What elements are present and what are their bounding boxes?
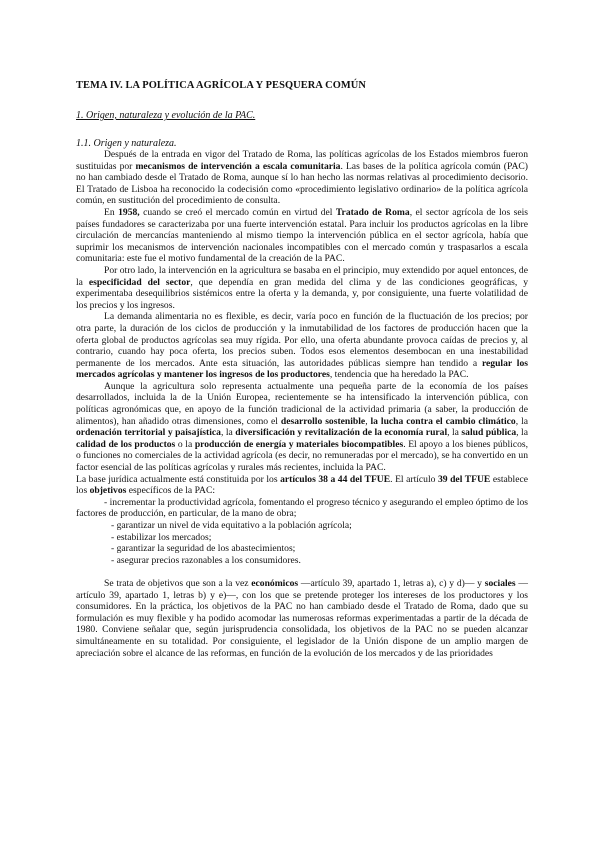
emphasis: Tratado de Roma xyxy=(335,206,410,218)
emphasis: la lucha contra el cambio climático xyxy=(370,415,516,427)
emphasis: económicos xyxy=(251,577,299,589)
emphasis: ordenación territorial y paisajística xyxy=(76,427,221,439)
emphasis: salud pública xyxy=(461,427,517,439)
emphasis: sociales xyxy=(484,577,516,589)
paragraph-4: La demanda alimentaria no es flexible, es decir, varía poco en función de la fluctuación de los precios; por otra parte, la duración de los ciclos de producción y la inmutabilidad de los factores de producción hacen que la oferta global de productos agrícolas sea muy rígida. Por ello, una oferta abundante provoca caídas de precios y, al contrario, cuando hay poca oferta, los precios suben. Todos esos elementos desembocan en una inestabilidad permanente de los mercados. Ante esta situación, las autoridades públicas siempre han tendido a regular los mercados agrícolas y mantener los ingresos de los productores, tendencia que ha heredado la PAC. xyxy=(76,311,528,381)
paragraph-5: Aunque la agricultura solo representa actualmente una pequeña parte de la economía de los países desarrollados, incluida la de la Unión Europea, recientemente se ha intensificado la intervención pública, con políticas agronómicas que, en apoyo de la función tradicional de la actividad primaria (a saber, la producción de alimentos), han añadido otras dimensiones, como el desarrollo sostenible, la lucha contra el cambio climático, la ordenación territorial y paisajística, la diversificación y revitalización de la economía rural, la salud pública, la calidad de los productos o la producción de energía y materiales biocompatibles. El apoyo a los bienes públicos, o funciones no comerciales de la actividad agrícola (es decir, no remuneradas por el mercado), se ha convertido en un factor esencial de las políticas agrícolas y rurales más recientes, incluida la PAC. xyxy=(76,380,529,474)
emphasis: calidad de los productos xyxy=(76,438,176,450)
emphasis: objetivos xyxy=(89,485,127,497)
subsection-heading: 1.1. Origen y naturaleza. xyxy=(76,138,177,149)
emphasis: producción de energía y materiales biocompatibles xyxy=(194,438,404,450)
list-item: - garantizar un nivel de vida equitativo a la población agrícola; xyxy=(111,520,352,531)
paragraph-2: En 1958, cuando se creó el mercado común en virtud del Tratado de Roma, el sector agrícola de los seis países fundadores se caracterizaba por una fuerte intervención estatal. Para incluir los productos agrícolas en la libre circulación de mercancías manteniendo al mismo tiempo la intervención pública en el sector agrícola, había que suprimir los mecanismos de intervención nacionales incompatibles con el mercado común y traspasarlos a escala comunitaria: este fue el motivo fundamental de la creación de la PAC. xyxy=(76,206,529,265)
list-item: - garantizar la seguridad de los abastecimientos; xyxy=(111,543,296,555)
objectives-list xyxy=(76,520,528,566)
emphasis: desarrollo sostenible xyxy=(280,415,366,427)
objective-item: - incrementar la productividad agrícola, fomentando el progreso técnico y asegurando el empleo óptimo de los factores de producción, en particular, de la mano de obra; xyxy=(76,496,528,520)
paragraph-1: Después de la entrada en vigor del Tratado de Roma, las políticas agrícolas de los Estados miembros fueron sustituidas por mecanismos de intervención a escala comunitaria. Las bases de la política agrícola común (PAC) no han cambiado desde el Tratado de Roma, aunque sí lo han hecho las normas relativas al procedimiento decisorio. El Tratado de Lisboa ha reconocido la codecisión como «procedimiento legislativo ordinario» de la política agrícola común, en sustitución del procedimiento de consulta. xyxy=(76,149,528,207)
emphasis: mecanismos de intervención a escala comunitaria xyxy=(135,160,341,172)
paragraph-7: Se trata de objetivos que son a la vez económicos —artículo 39, apartado 1, letras a), c) y d)— y sociales —artículo 39, apartado 1, letras b) y e)—, con los que se pretende proteger los intereses de los productores y los consumidores. En la práctica, los objetivos de la PAC no han cambiado desde el Tratado de Roma, dado que su formulación es muy flexible y ha podido acomodar las numerosas reformas experimentadas a partir de la década de 1980. Conviene señalar que, según jurisprudencia consolidada, los objetivos de la PAC no se pueden alcanzar simultáneamente en su totalidad. Por consiguiente, el legislador de la Unión dispone de un amplio margen de apreciación sobre el alcance de las reformas, en función de la evolución de los mercados y de las prioridades xyxy=(76,577,528,659)
list-item: - asegurar precios razonables a los consumidores. xyxy=(111,554,301,566)
emphasis: artículos 38 a 44 del TFUE xyxy=(280,473,391,485)
emphasis: diversificación y revitalización de la economía rural xyxy=(235,427,448,439)
paragraph-3: Por otro lado, la intervención en la agricultura se basaba en el principio, muy extendido por aquel entonces, de la especificidad del sector, que dependía en gran medida del clima y de las condiciones geográficas, y experimentaba desequilibrios sistémicos entre la oferta y la demanda, y, por consiguiente, una fuerte volatilidad de los precios y los ingresos. xyxy=(76,264,528,311)
emphasis: 1958, xyxy=(118,206,140,218)
emphasis: regular los mercados agrícolas y mantener los ingresos de los productores xyxy=(76,357,528,381)
chapter-title: TEMA IV. LA POLÍTICA AGRÍCOLA Y PESQUERA COMÚN xyxy=(76,80,367,91)
emphasis: especificidad del sector xyxy=(88,276,191,288)
emphasis: 39 del TFUE xyxy=(437,473,491,485)
section-heading: 1. Origen, naturaleza y evolución de la PAC. xyxy=(76,110,256,121)
document-body xyxy=(76,149,528,659)
paragraph-6: La base jurídica actualmente está constituida por los artículos 38 a 44 del TFUE. El artículo 39 del TFUE establece los objetivos específicos de la PAC: xyxy=(76,473,528,497)
list-item: - estabilizar los mercados; xyxy=(111,531,212,543)
